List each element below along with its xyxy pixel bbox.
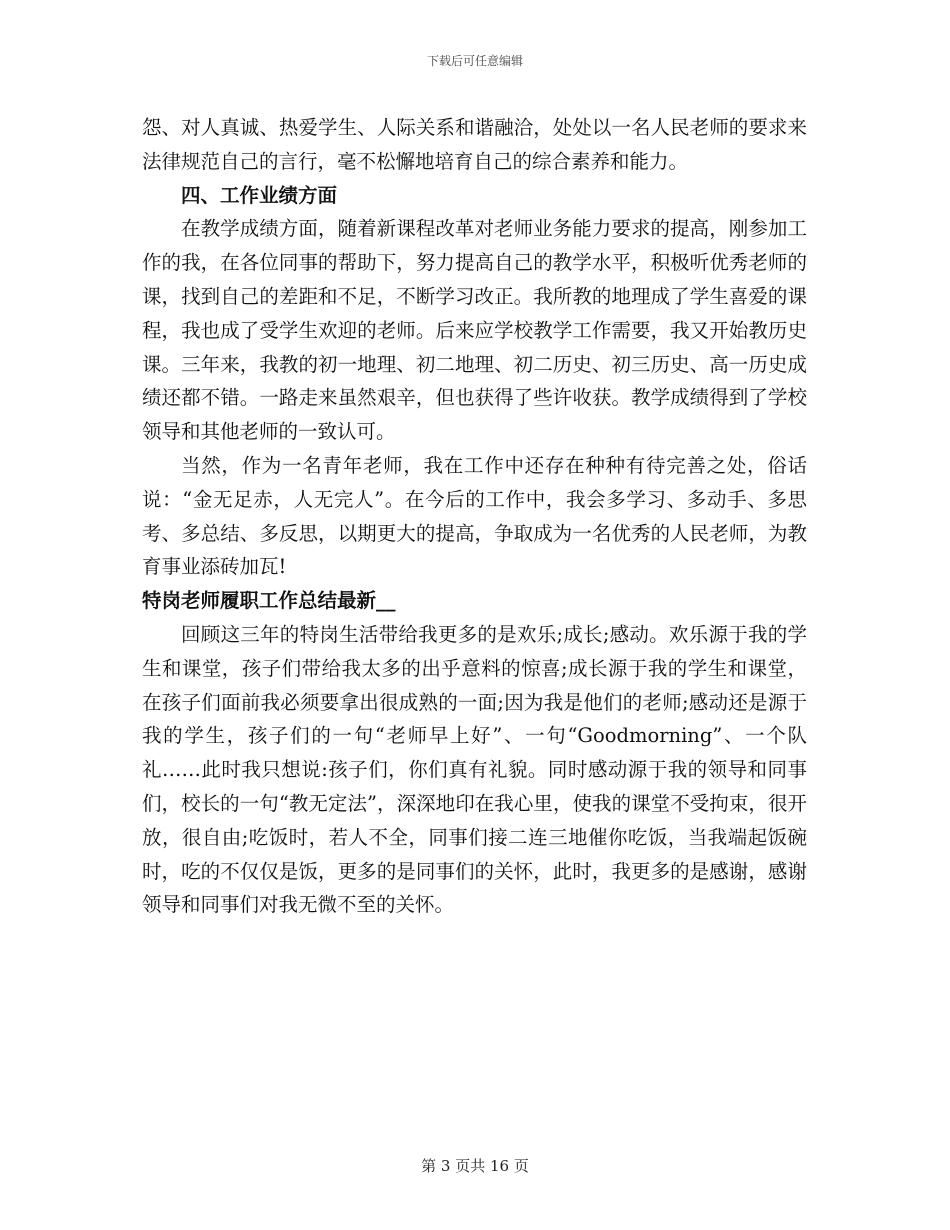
- section-heading: 四、工作业绩方面: [181, 183, 338, 207]
- continued-paragraph: 怨、对人真诚、热爱学生、人际关系和谐融洽，处处以一名人民老师的要求来法律规范自己的言行，毫不松懈地培育自己的综合素养和能力。: [142, 116, 807, 173]
- page-header: 下载后可任意编辑: [426, 54, 523, 68]
- review-paragraph: 回顾这三年的特岗生活带给我更多的是欢乐;成长;感动。欢乐源于我的学生和课堂，孩子们带给我太多的出乎意料的惊喜;成长源于我的学生和课堂，在孩子们面前我必须要拿出很成熟的一面;因为我是他们的老师;感动还是源于我的学生，孩子们的一句“老师早上好”、一句“Goodmorning”、一个队礼……此时我只想说:孩子们，你们真有礼貌。同时感动源于我的领导和同事们，校长的一句“教无定法”，深深地印在我心里，使我的课堂不受拘束，很开放，很自由;吃饭时，若人不全，同事们接二连三地催你吃饭，当我端起饭碗时，吃的不仅仅是饭，更多的是同事们的关怀，此时，我更多的是感谢，感谢领导和同事们对我无微不至的关怀。: [142, 622, 807, 917]
- page-number: 第 3 页共 16 页: [421, 1157, 529, 1175]
- document-title: 特岗老师履职工作总结最新__: [142, 589, 396, 613]
- shortcomings-paragraph: 当然，作为一名青年老师，我在工作中还存在种种有待完善之处，俗话说：“金无足赤，人无完人”。在今后的工作中，我会多学习、多动手、多思考、多总结、多反思，以期更大的提高，争取成为一名优秀的人民老师，为教育事业添砖加瓦!: [142, 453, 807, 579]
- teaching-results-paragraph: 在教学成绩方面，随着新课程改革对老师业务能力要求的提高，刚参加工作的我，在各位同事的帮助下，努力提高自己的教学水平，积极听优秀老师的课，找到自己的差距和不足，不断学习改正。我所教的地理成了学生喜爱的课程，我也成了受学生欢迎的老师。后来应学校教学工作需要，我又开始教历史课。三年来，我教的初一地理、初二地理、初二历史、初三历史、高一历史成绩还都不错。一路走来虽然艰辛，但也获得了些许收获。教学成绩得到了学校领导和其他老师的一致认可。: [142, 217, 807, 444]
- document-body: [142, 111, 807, 922]
